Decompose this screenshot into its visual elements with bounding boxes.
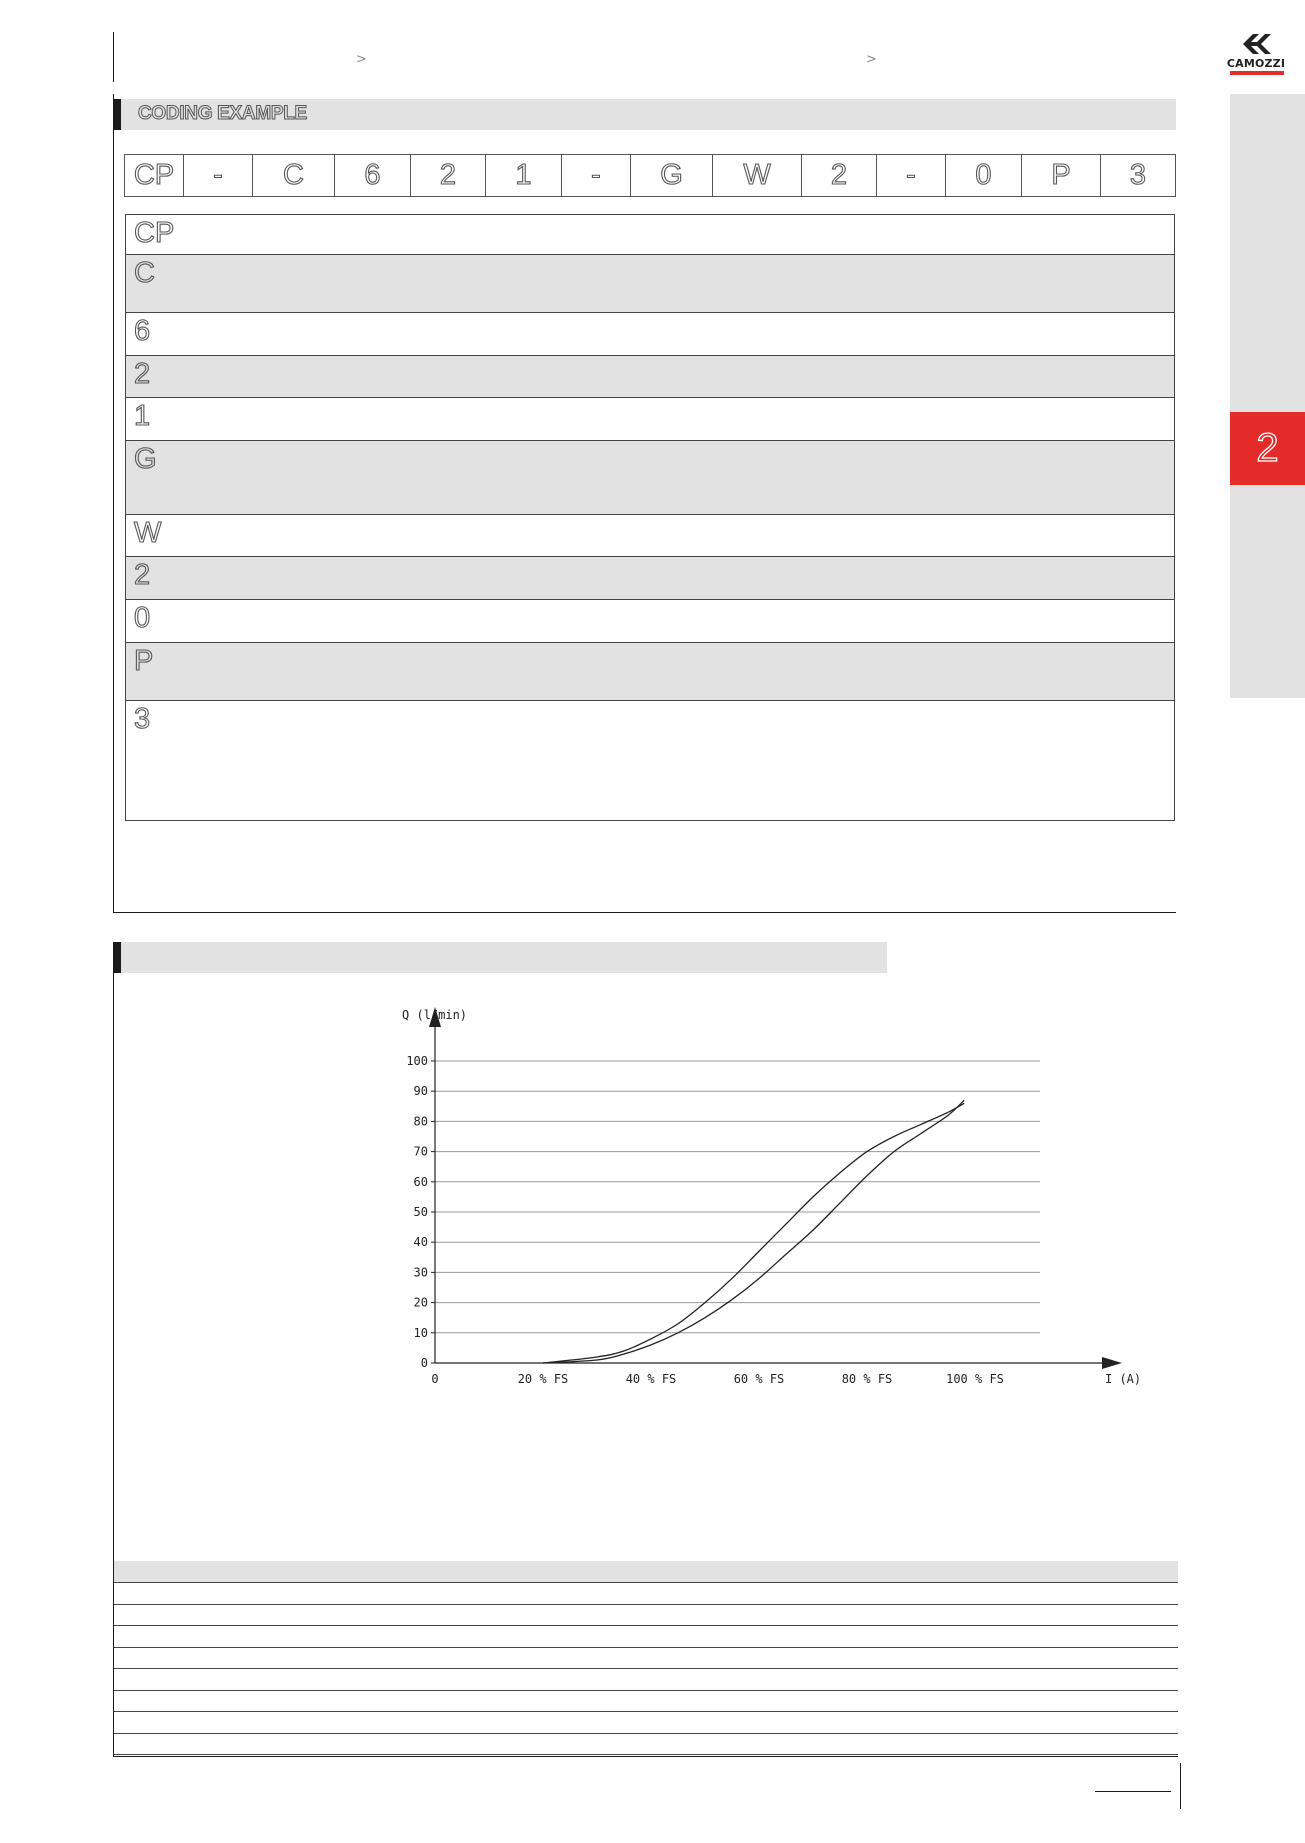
- section-marker: [114, 99, 121, 130]
- table-row: [114, 1626, 1178, 1648]
- x-tick-label: 40 % FS: [625, 1372, 677, 1386]
- y-tick-label: 100: [406, 1054, 428, 1068]
- code-part: -: [562, 155, 631, 196]
- left-rule-section1: [113, 94, 114, 912]
- legend-row: [126, 356, 1174, 398]
- legend-code: P: [134, 645, 154, 677]
- table-row: [114, 1648, 1178, 1670]
- legend-code: 0: [134, 602, 151, 634]
- bottom-rule: [113, 1756, 1178, 1757]
- code-part: G: [631, 155, 713, 196]
- code-part: 1: [486, 155, 562, 196]
- legend-row: [126, 398, 1174, 441]
- legend-code: 2: [134, 358, 151, 390]
- code-part: 3: [1101, 155, 1176, 196]
- code-part: 2: [802, 155, 877, 196]
- table-row: [114, 1734, 1178, 1756]
- side-tab-background: [1230, 94, 1305, 698]
- logo-wordmark: CAMOZZI: [1226, 57, 1286, 70]
- table-header-row: [114, 1561, 1178, 1583]
- coding-legend-table: [125, 214, 1175, 821]
- code-part: -: [184, 155, 253, 196]
- legend-code: CP: [134, 217, 175, 249]
- code-part: CP: [124, 155, 184, 196]
- coding-example-strip: [124, 154, 1176, 197]
- legend-code: 6: [134, 315, 151, 347]
- coding-section-title: CODING EXAMPLE: [138, 103, 307, 124]
- legend-row: [126, 255, 1174, 313]
- bottom-data-table: [114, 1561, 1178, 1755]
- table-row: [114, 1605, 1178, 1627]
- legend-row: [126, 441, 1174, 515]
- x-tick-label: 0: [431, 1372, 439, 1386]
- series-line-1: [543, 1103, 964, 1363]
- table-row: [114, 1669, 1178, 1691]
- legend-row: [126, 313, 1174, 356]
- legend-code: C: [134, 257, 155, 289]
- chart-section-header: [114, 942, 887, 973]
- section-divider: [113, 912, 1176, 913]
- legend-row: [126, 701, 1174, 820]
- x-axis-label: I (A): [1105, 1372, 1142, 1386]
- y-tick-label: 20: [413, 1295, 428, 1310]
- y-tick-label: 70: [413, 1144, 428, 1159]
- footer-vertical-rule: [1180, 1763, 1181, 1809]
- x-tick-label: 80 % FS: [841, 1372, 893, 1386]
- flow-current-chart: [380, 995, 1160, 1395]
- legend-row: [126, 515, 1174, 557]
- y-axis-label: Q (l/min): [402, 1008, 468, 1022]
- table-row: [114, 1712, 1178, 1734]
- x-tick-label: 60 % FS: [733, 1372, 785, 1386]
- y-tick-label: 10: [413, 1325, 428, 1340]
- code-part: 2: [411, 155, 486, 196]
- code-part: 0: [946, 155, 1022, 196]
- y-tick-label: 50: [413, 1205, 428, 1219]
- table-row: [114, 1583, 1178, 1605]
- code-part: 6: [335, 155, 411, 196]
- series-line-2: [543, 1100, 964, 1363]
- x-axis-arrow: [1102, 1357, 1122, 1369]
- logo-red-bar: [1230, 71, 1284, 75]
- y-tick-label: 30: [413, 1265, 428, 1280]
- legend-row: [126, 600, 1174, 643]
- x-tick-label: 100 % FS: [946, 1372, 1004, 1386]
- y-tick-label: 60: [413, 1174, 428, 1189]
- legend-code: W: [134, 517, 162, 549]
- legend-code: 2: [134, 559, 151, 591]
- code-part: C: [253, 155, 335, 196]
- legend-row: [126, 643, 1174, 701]
- left-rule-top: [113, 32, 114, 82]
- camozzi-logo-icon: [1240, 32, 1272, 56]
- code-part: -: [877, 155, 946, 196]
- legend-code: G: [134, 443, 157, 475]
- code-part: P: [1022, 155, 1101, 196]
- breadcrumb-arrow: >: [356, 52, 367, 67]
- y-tick-label: 80: [413, 1114, 428, 1129]
- legend-row: [126, 215, 1174, 255]
- footer-rule: [1095, 1791, 1171, 1792]
- breadcrumb-arrow: >: [866, 52, 877, 67]
- code-part: W: [713, 155, 802, 196]
- y-tick-label: 0: [420, 1356, 428, 1370]
- table-row: [114, 1691, 1178, 1713]
- side-tab-number[interactable]: 2: [1256, 426, 1279, 470]
- legend-row: [126, 557, 1174, 600]
- y-tick-label: 90: [413, 1084, 428, 1099]
- x-tick-label: 20 % FS: [517, 1372, 569, 1386]
- section-marker: [114, 942, 121, 973]
- legend-code: 3: [134, 703, 151, 735]
- y-tick-label: 40: [413, 1235, 428, 1250]
- legend-code: 1: [134, 400, 151, 432]
